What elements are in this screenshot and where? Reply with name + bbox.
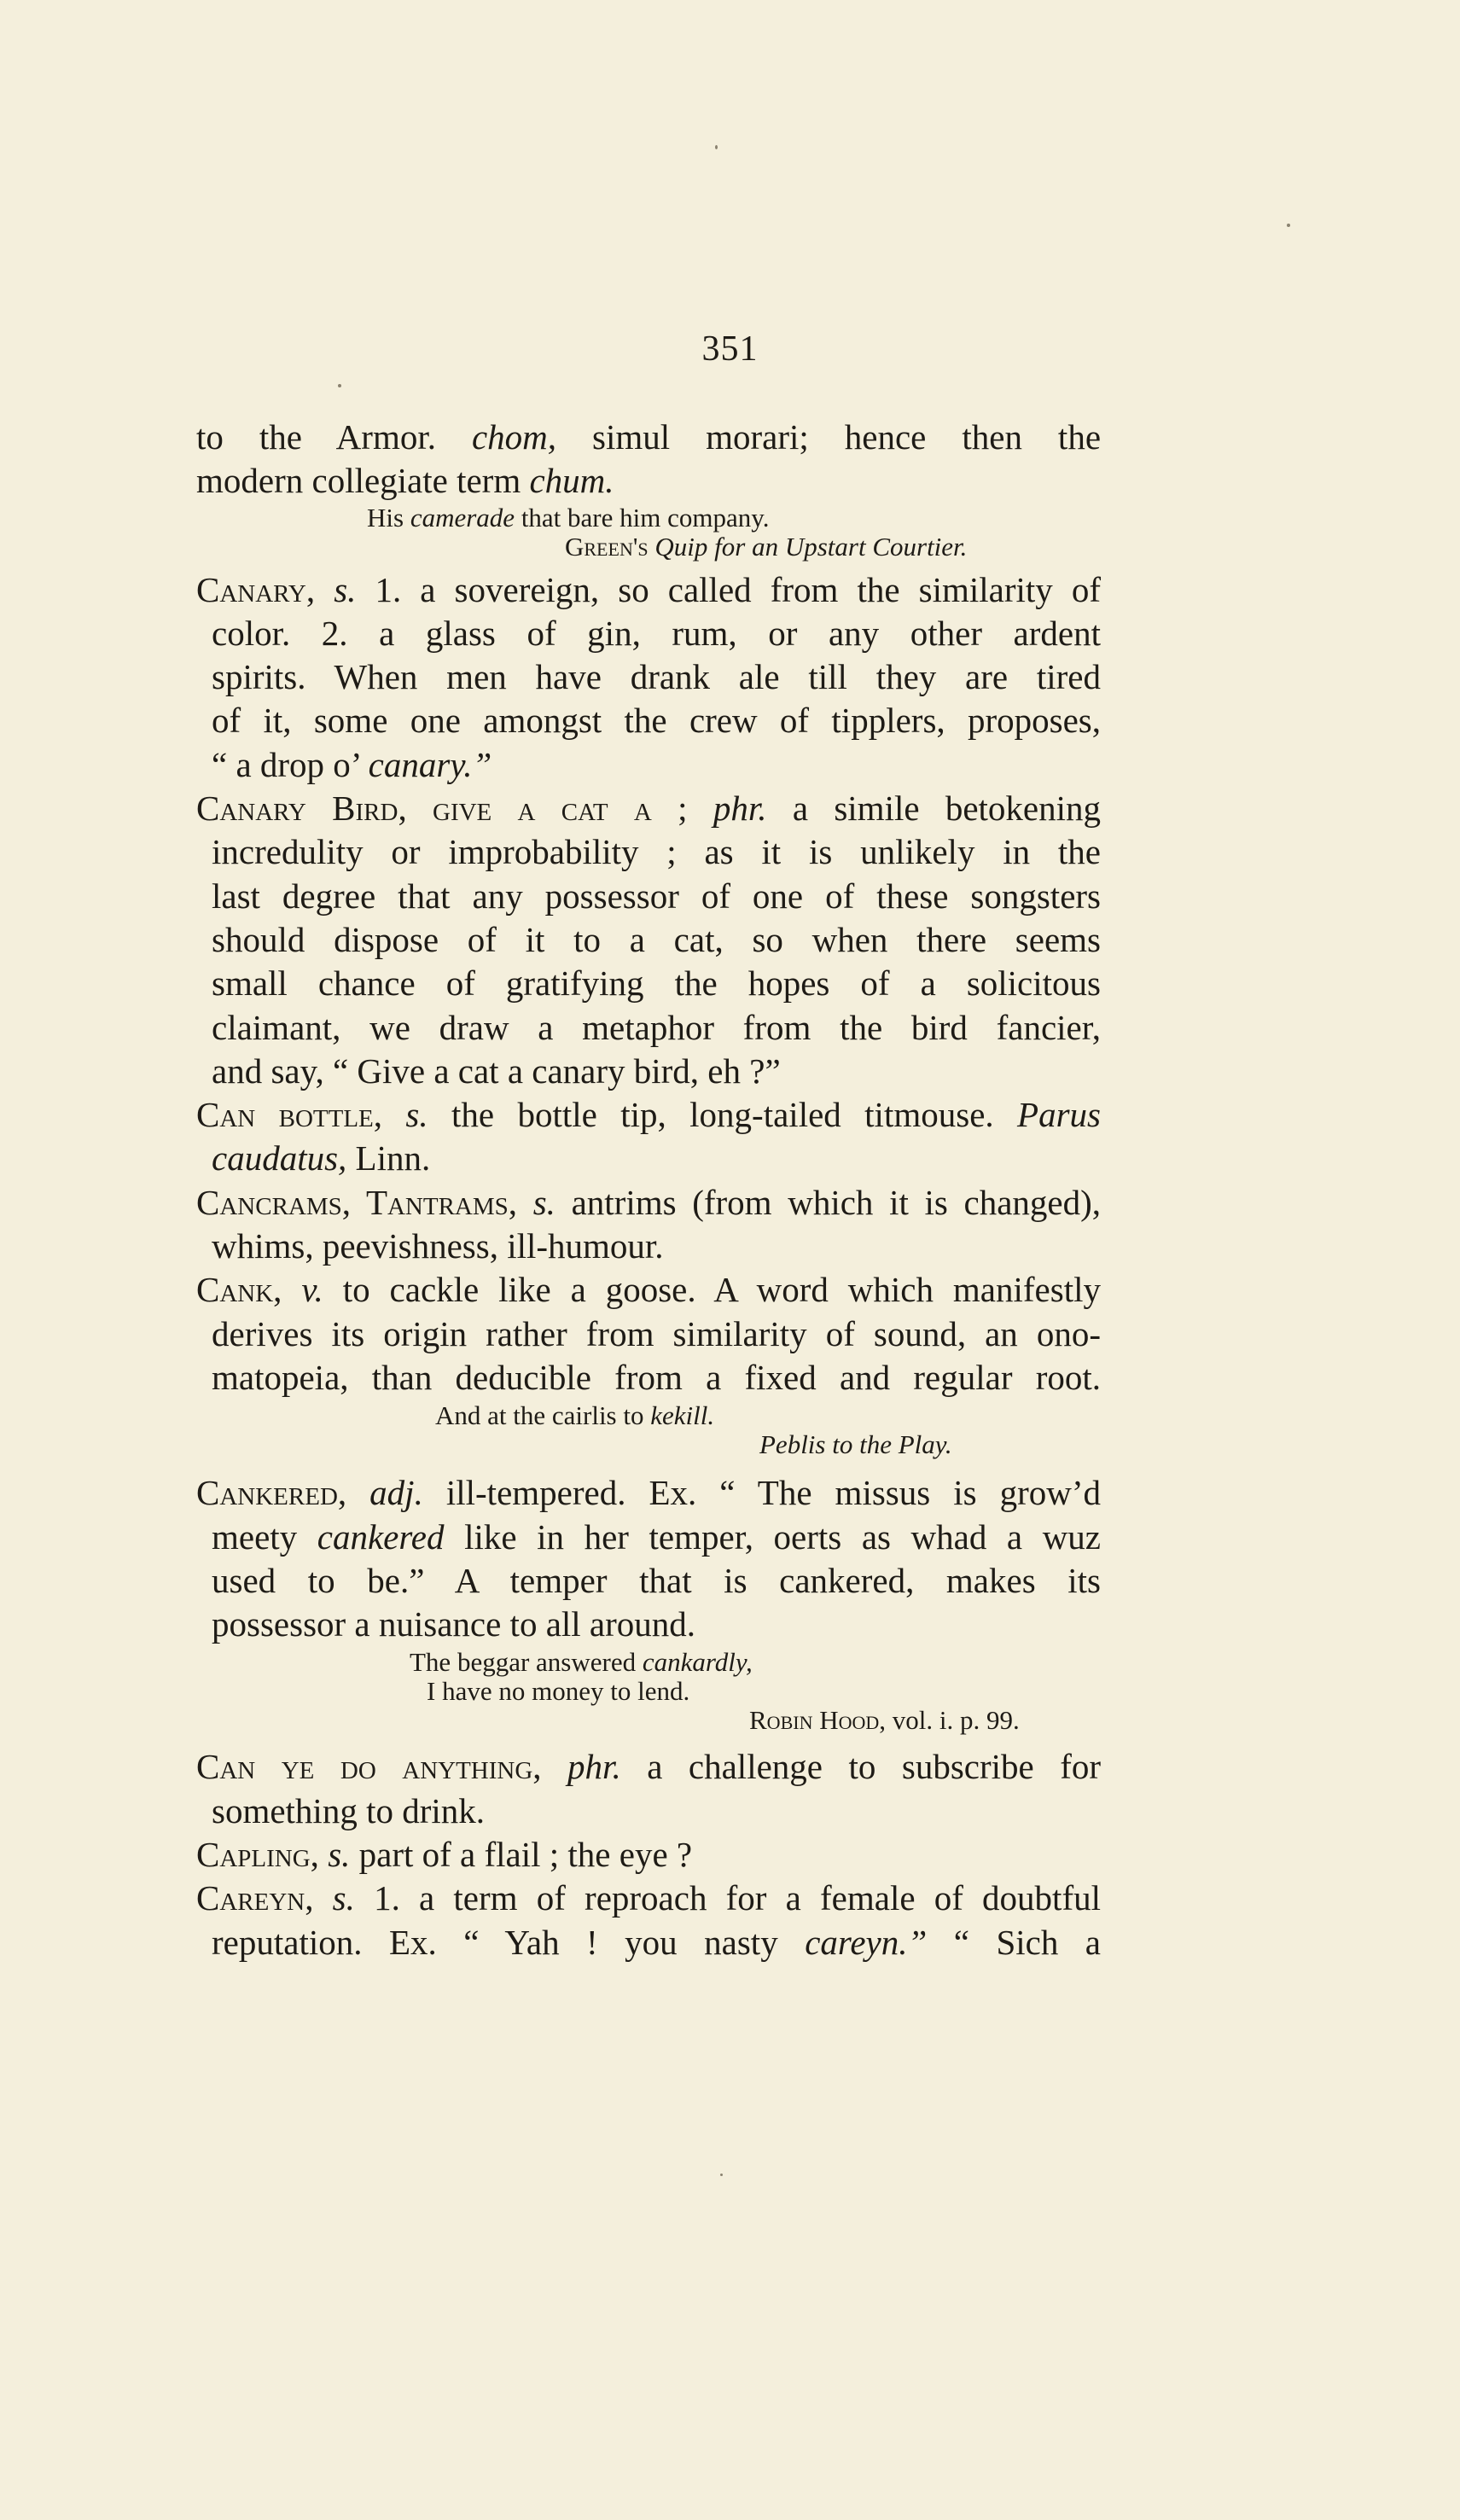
text-line: matopeia, than deducible from a fixed and regular root. xyxy=(212,1357,1101,1397)
quotation-line: The beggar answered cankardly, xyxy=(410,1647,753,1678)
entry-capling: Capling, s. part of a flail ; the eye ? xyxy=(196,1835,693,1875)
text-line: claimant, we draw a metaphor from the bird fancier, xyxy=(212,1007,1101,1047)
quotation-source: Peblis to the Play. xyxy=(759,1429,952,1460)
text-line: whims, peevishness, ill-humour. xyxy=(212,1226,664,1266)
text-line: color. 2. a glass of gin, rum, or any other ardent xyxy=(212,613,1101,653)
text-line: something to drink. xyxy=(212,1790,486,1830)
paper-speck xyxy=(1287,224,1290,227)
text-line: and say, “ Give a cat a canary bird, eh ?” xyxy=(212,1050,781,1091)
text-line: incredulity or improbability ; as it is unlikely in the xyxy=(212,832,1101,872)
text-line: modern collegiate term chum. xyxy=(196,461,614,501)
text-line: “ a drop o’ canary.” xyxy=(212,744,492,784)
quotation-line: His camerade that bare him company. xyxy=(367,502,770,533)
entry-canary: Canary, s. 1. a sovereign, so called from the similarity of xyxy=(196,569,1101,609)
text-line: derives its origin rather from similarity of sound, an ono- xyxy=(212,1313,1101,1353)
text-line: small chance of gratifying the hopes of a solicitous xyxy=(212,963,1101,1004)
text-line: caudatus, Linn. xyxy=(212,1138,431,1179)
text-line: possessor a nuisance to all around. xyxy=(212,1604,696,1644)
quotation-source: Green's Quip for an Upstart Courtier. xyxy=(565,531,968,562)
entry-can-ye-do-anything: Can ye do anything, phr. a challenge to subscribe for xyxy=(196,1747,1102,1787)
text-line: meety cankered like in her temper, oerts as whad a wuz xyxy=(212,1516,1102,1557)
paper-speck xyxy=(338,384,341,387)
dictionary-text xyxy=(196,416,1101,1964)
entry-careyn: Careyn, s. 1. a term of reproach for a female of doubtful xyxy=(196,1878,1101,1918)
text-line: reputation. Ex. “ Yah ! you nasty careyn.” “ Sich a xyxy=(212,1922,1102,1962)
text-line: last degree that any possessor of one of these songsters xyxy=(212,876,1101,916)
paper-speck xyxy=(720,2174,723,2176)
paper-speck xyxy=(715,145,718,149)
text-line: used to be.” A temper that is cankered, makes its xyxy=(212,1560,1101,1600)
entry-can-bottle: Can bottle, s. the bottle tip, long-tailed titmouse. Parus xyxy=(196,1095,1101,1135)
text-line: of it, some one amongst the crew of tipplers, proposes, xyxy=(212,701,1101,741)
entry-cankered: Cankered, adj. ill-tempered. Ex. “ The missus is grow’d xyxy=(196,1473,1102,1513)
quotation-line: I have no money to lend. xyxy=(427,1676,690,1707)
entry-canary-bird: Canary Bird, give a cat a ; phr. a simile betokening xyxy=(196,789,1102,829)
entry-cank: Cank, v. to cackle like a goose. A word which manifestly xyxy=(196,1270,1101,1310)
text-line: spirits. When men have drank ale till they are tired xyxy=(212,657,1101,697)
text-line: should dispose of it to a cat, so when there seems xyxy=(212,919,1101,959)
quotation-line: And at the cairlis to kekill. xyxy=(435,1400,715,1431)
text-line: to the Armor. chom, simul morari; hence then the xyxy=(196,417,1102,457)
quotation-source: Robin Hood, vol. i. p. 99. xyxy=(749,1705,1020,1736)
entry-cancrams: Cancrams, Tantrams, s. antrims (from which it is changed), xyxy=(196,1182,1102,1222)
page-number: 351 xyxy=(701,329,759,369)
